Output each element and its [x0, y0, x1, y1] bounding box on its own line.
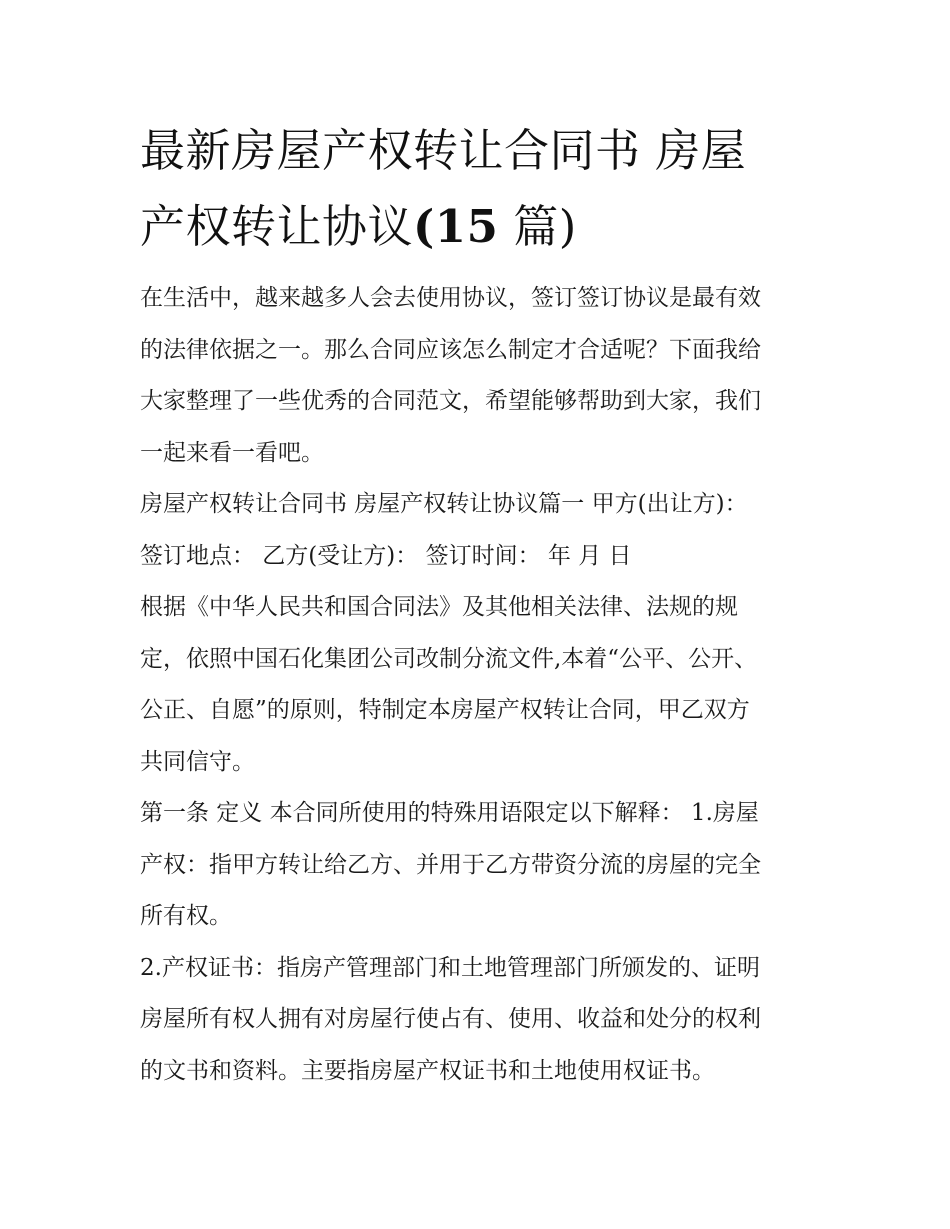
contract-header-line: 房屋产权转让合同书 房屋产权转让协议篇一 甲方(出让方)： [140, 491, 748, 517]
article-2-line: 房屋所有权人拥有对房屋行使占有、使用、收益和处分的权利 [140, 1006, 761, 1032]
contract-header-paragraph [140, 479, 812, 582]
title-line-2 [140, 189, 812, 265]
intro-line: 大家整理了一些优秀的合同范文，希望能够帮助到大家，我们 [140, 388, 761, 414]
intro-line: 在生活中，越来越多人会去使用协议，签订签订协议是最有效 [140, 285, 761, 311]
article-1-line: 第一条 定义 本合同所使用的特殊用语限定以下解释： 1.房屋 [140, 800, 759, 826]
intro-paragraph [140, 273, 812, 479]
document-page [140, 113, 812, 1097]
title-line-2-prefix: 产权转让协议 [140, 200, 414, 253]
article-2-paragraph [140, 943, 812, 1098]
legal-basis-paragraph [140, 582, 812, 788]
document-body [140, 273, 812, 1097]
article-2-line: 的文书和资料。主要指房屋产权证书和土地使用权证书。 [140, 1057, 715, 1084]
article-1-line: 产权：指甲方转让给乙方、并用于乙方带资分流的房屋的完全 [140, 851, 761, 878]
intro-line: 一起来看一看吧。 [140, 439, 324, 466]
article-2-line: 2.产权证书：指房产管理部门和土地管理部门所颁发的、证明 [140, 954, 760, 981]
legal-basis-line: 共同信守。 [140, 748, 255, 775]
document-title [140, 113, 812, 265]
legal-basis-line: 公正、自愿”的原则，特制定本房屋产权转让合同，甲乙双方 [140, 697, 750, 723]
legal-basis-line: 定，依照中国石化集团公司改制分流文件,本着“公平、公开、 [140, 645, 758, 672]
contract-header-line: 签订地点： 乙方(受让方)： 签订时间： 年 月 日 [140, 542, 632, 569]
article-1-line: 所有权。 [140, 903, 232, 929]
article-1-paragraph [140, 788, 812, 943]
title-line-2-count: (15 [413, 200, 499, 253]
legal-basis-line: 根据《中华人民共和国合同法》及其他相关法律、法规的规 [140, 594, 738, 620]
title-line-1: 最新房屋产权转让合同书 房屋 [140, 124, 747, 177]
title-line-2-suffix: 篇) [498, 200, 577, 253]
intro-line: 的法律依据之一。那么合同应该怎么制定才合适呢？下面我给 [140, 336, 761, 363]
